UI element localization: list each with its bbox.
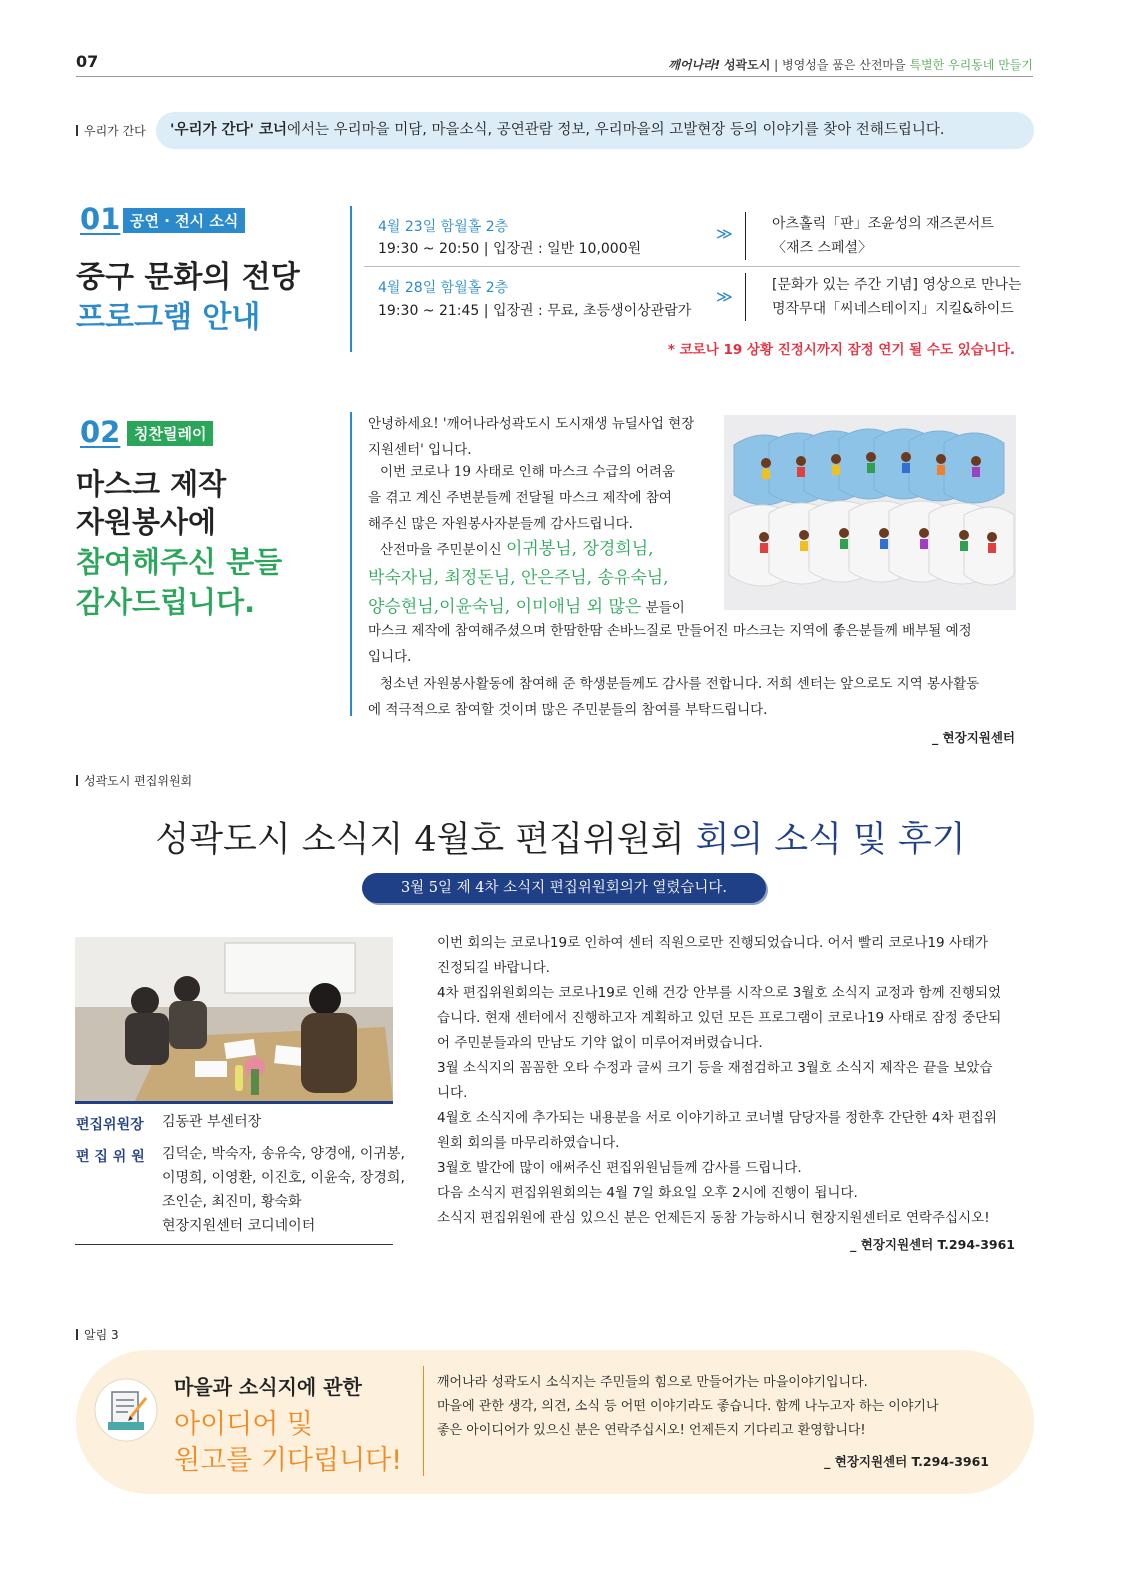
committee-name-line: 김동관 부센터장 — [162, 1114, 262, 1130]
section1-title-line1: 중구 문화의 전당 — [76, 260, 300, 295]
volunteer-names: 박숙자님, 최정돈님, 안은주님, 송유숙님, — [368, 568, 669, 588]
section2-label: 칭찬릴레이 — [127, 421, 213, 446]
header-highlight: 특별한 우리동네 만들기 — [909, 58, 1033, 72]
notice3-body-line: 깨어나라 성곽도시 소식지는 주민들의 힘으로 만들어가는 마을이야기입니다. — [437, 1375, 868, 1390]
section2-text-line: 산전마을 주민분이신 — [380, 542, 506, 558]
section1-number: 01 — [80, 202, 121, 236]
section2-title-line2: 자원봉사에 — [76, 505, 217, 539]
header-city: 성곽도시 — [723, 58, 771, 72]
section2-text-line: 을 겪고 계신 주변분들께 전달될 마스크 제작에 참여 — [368, 490, 672, 506]
event2-desc-line2: 명작무대「씨네스테이지」지킬&하이드 — [772, 301, 1014, 317]
section2-text-line: 입니다. — [368, 649, 412, 665]
editorial-signature: _ 현장지원센터 T.294-3961 — [850, 1237, 1015, 1252]
section2-paragraph3-cont — [368, 618, 972, 670]
editorial-subtitle-pill: 3월 5일 제 4차 소식지 편집위원회의가 열렸습니다. — [362, 873, 766, 903]
section2-text-line: 안녕하세요! '깨어나라성곽도시 도시재생 뉴딜사업 현장 — [368, 416, 695, 432]
page-number: 07 — [76, 52, 99, 71]
header-brand: 깨어나라! — [668, 58, 721, 72]
double-chevron-icon: ≫ — [716, 224, 733, 243]
editorial-body-line: 이번 회의는 코로나19로 인하여 센터 직원으로만 진행되었습니다. 어서 빨리 코로나19 사태가 — [437, 935, 989, 951]
section2-paragraph3 — [368, 535, 685, 622]
section2-paragraph1 — [368, 411, 694, 463]
editorial-body-line: 니다. — [437, 1085, 468, 1101]
header-divider-line — [76, 76, 1033, 77]
section2-text-line: 분들이 — [641, 600, 685, 616]
committee-name-line: 이명희, 이영환, 이진호, 이윤숙, 장경희, — [162, 1170, 405, 1186]
editorial-title — [0, 812, 1121, 862]
notice3-title-line2: 아이디어 및 — [174, 1409, 313, 1440]
editorial-body-line: 4차 편집위원회의는 코로나19로 인해 건강 안부를 시작으로 3월호 소식지 교정과 함께 진행되었 — [437, 985, 1002, 1001]
event2-date: 4월 28일 함월홀 2층 — [378, 280, 509, 296]
event1-date: 4월 23일 함월홀 2층 — [378, 219, 509, 235]
mask-photo — [724, 415, 1016, 610]
committee-members-names — [162, 1142, 405, 1238]
committee-members-role: 편 집 위 원 — [76, 1149, 145, 1165]
committee-name-line: 조인순, 최진미, 황숙화 — [162, 1194, 302, 1210]
editorial-body-line: 3월호 발간에 많이 애써주신 편집위원님들께 감사를 드립니다. — [437, 1160, 802, 1176]
editorial-body-line: 소식지 편집위원에 관심 있으신 분은 언제든지 동참 가능하시니 현장지원센터로 연락주십시오! — [437, 1210, 990, 1226]
document-pen-icon — [94, 1378, 158, 1442]
section2-text-line: 청소년 자원봉사활동에 참여해 준 학생분들께도 감사를 전합니다. 저희 센터는 앞으로도 지역 봉사활동 — [380, 676, 980, 692]
meeting-illustration — [75, 937, 393, 1101]
event-separator — [364, 266, 1020, 267]
section2-number: 02 — [80, 415, 121, 449]
meeting-photo — [75, 937, 393, 1101]
event1-desc-line2: 〈재즈 스페셜〉 — [772, 240, 873, 256]
section2-title-line3: 참여해주신 분들 — [76, 545, 283, 579]
committee-chair-names — [162, 1110, 261, 1134]
section2-title-line1: 마스크 제작 — [76, 467, 227, 501]
intro-quote: '우리가 간다' 코너 — [170, 122, 288, 138]
section1-divider — [350, 206, 352, 352]
section2-signature: _ 현장지원센터 — [931, 730, 1015, 745]
photo-underline — [75, 1101, 393, 1104]
header-title — [668, 56, 1033, 73]
notice3-title-line3: 원고를 기다립니다! — [174, 1445, 403, 1476]
intro-tag: 우리가 간다 — [76, 122, 146, 139]
editorial-title-accent: 회의 소식 및 후기 — [695, 820, 966, 860]
section2-text-line: 해주신 많은 자원봉사자분들께 감사드립니다. — [368, 516, 633, 532]
section2-text-line: 에 적극적으로 참여할 것이며 많은 주민분들의 참여를 부탁드립니다. — [368, 702, 768, 718]
section2-divider — [350, 412, 352, 716]
editorial-title-main: 성곽도시 소식지 4월호 편집위원회 — [155, 820, 696, 860]
notice3-body-line: 좋은 아이디어가 있으신 분은 연락주십시오! 언제든지 기다리고 환영합니다! — [437, 1423, 866, 1438]
event2-time: 19:30 ~ 21:45 | 입장권 : 무료, 초등생이상관람가 — [378, 303, 692, 319]
committee-name-line: 현장지원센터 코디네이터 — [162, 1218, 316, 1234]
header-subtitle: 병영성을 품은 산전마을 — [782, 58, 906, 72]
notice3-title-line1: 마을과 소식지에 관한 — [174, 1375, 362, 1399]
notice3-signature: _ 현장지원센터 T.294-3961 — [824, 1454, 989, 1469]
intro-text: 에서는 우리마을 미담, 마을소식, 공연관람 정보, 우리마을의 고발현장 등의 이야기를 찾아 전해드립니다. — [287, 122, 945, 138]
section2-paragraph4 — [368, 671, 979, 723]
editorial-body-line: 습니다. 현재 센터에서 진행하고자 계획하고 있던 모든 프로그램이 코로나19 사태로 잠정 중단되 — [437, 1010, 1002, 1026]
editorial-body-line: 어 주민분들과의 만남도 기약 없이 미루어져버렸습니다. — [437, 1035, 763, 1051]
double-chevron-icon: ≫ — [716, 287, 733, 306]
volunteer-names: 양승현님,이윤숙님, 이미애님 외 많은 — [368, 597, 642, 617]
editorial-body-line: 원회 회의를 마무리하였습니다. — [437, 1135, 620, 1151]
section1-label: 공연 · 전시 소식 — [123, 208, 245, 233]
committee-chair-role: 편집위원장 — [76, 1117, 144, 1133]
section1-title-line2: 프로그램 안내 — [76, 300, 261, 335]
section2-text-line: 이번 코로나 19 사태로 인해 마스크 수급의 어려움 — [380, 464, 675, 480]
section2-text-line: 마스크 제작에 참여해주셨으며 한땀한땀 손바느질로 만들어진 마스크는 지역에 좋은분들께 배부될 예정 — [368, 623, 972, 639]
editorial-body-line: 4월호 소식지에 추가되는 내용분을 서로 이야기하고 코너별 담당자를 정한후 간단한 4차 편집위 — [437, 1110, 997, 1126]
notice3-tag: 알림 3 — [76, 1326, 119, 1343]
section2-paragraph2 — [368, 459, 675, 537]
editorial-body-line: 진정되길 바랍니다. — [437, 960, 550, 976]
event1-description — [772, 212, 994, 260]
editorial-body-line: 3월 소식지의 꼼꼼한 오타 수정과 글씨 크기 등을 재점검하고 3월호 소식지 제작은 끝을 보았습 — [437, 1060, 993, 1076]
committee-name-line: 김덕순, 박숙자, 송유숙, 양경애, 이귀봉, — [162, 1146, 405, 1162]
header-divider: | — [774, 58, 779, 72]
notice3-body-line: 마을에 관한 생각, 의견, 소식 등 어떤 이야기라도 좋습니다. 함께 나누고자 하는 이야기나 — [437, 1399, 939, 1414]
section1-note: * 코로나 19 상황 진정시까지 잠정 연기 될 수도 있습니다. — [667, 342, 1015, 358]
section2-title-line4: 감사드립니다. — [76, 585, 256, 619]
mask-illustration — [724, 415, 1016, 610]
section2-text-line: 지원센터' 입니다. — [368, 442, 472, 458]
committee-underline — [75, 1244, 393, 1245]
event1-desc-line1: 아츠홀릭「판」조윤성의 재즈콘서트 — [772, 216, 994, 232]
event2-description — [772, 273, 1022, 321]
intro-banner — [156, 112, 1034, 149]
editorial-tag: 성곽도시 편집위원회 — [76, 772, 192, 789]
event1-time: 19:30 ~ 20:50 | 입장권 : 일반 10,000원 — [378, 241, 642, 257]
notice3-body — [437, 1371, 939, 1443]
event1-divider — [745, 212, 746, 260]
editorial-body — [437, 931, 1001, 1231]
event2-desc-line1: [문화가 있는 주간 기념] 영상으로 만나는 — [772, 277, 1022, 293]
notice3-divider — [423, 1366, 424, 1476]
event2-divider — [745, 273, 746, 321]
volunteer-names: 이귀봉님, 장경희님, — [505, 539, 654, 559]
editorial-body-line: 다음 소식지 편집위원회의는 4월 7일 화요일 오후 2시에 진행이 됩니다. — [437, 1185, 858, 1201]
